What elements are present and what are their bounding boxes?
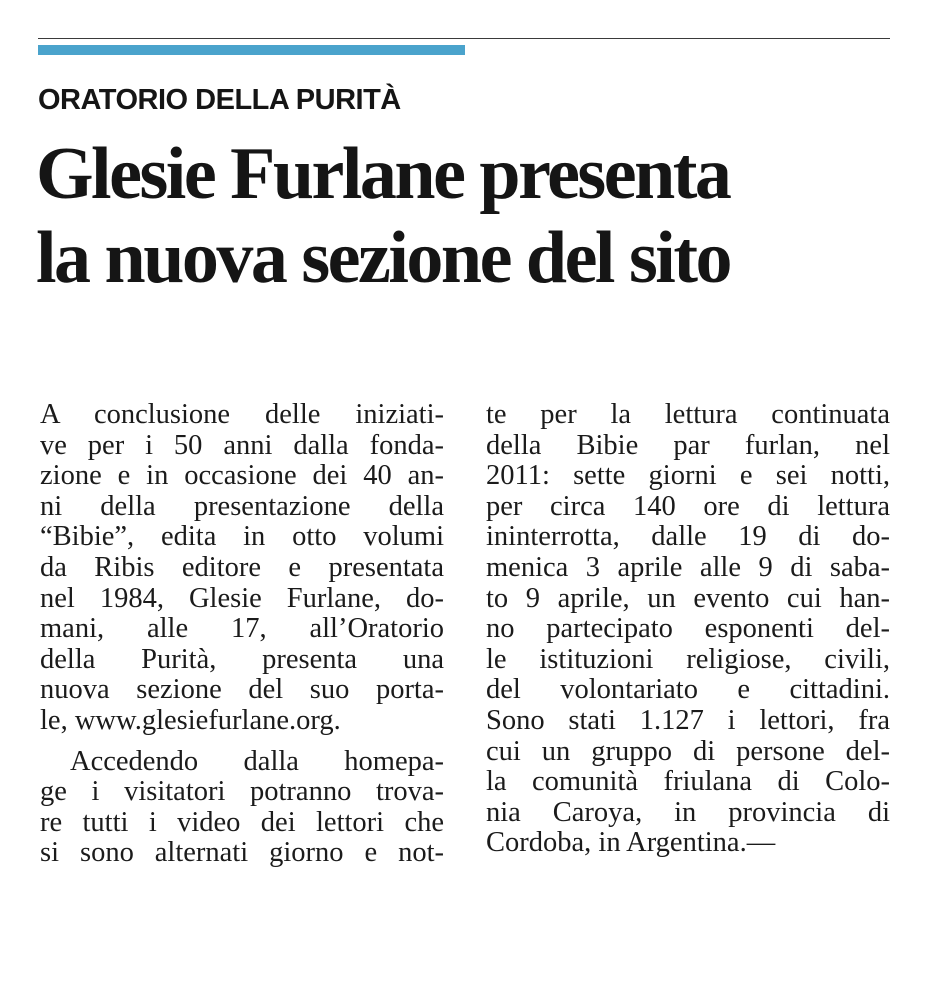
body-line: si sono alternati giorno e not- [40,838,444,869]
body-line: Sono stati 1.127 i lettori, fra [486,705,890,736]
paragraph-gap [40,737,444,747]
article-headline [36,132,916,300]
body-line: menica 3 aprile alle 9 di saba- [486,552,890,583]
section-accent-bar [38,45,465,55]
body-line: Accedendo dalla homepa- [70,746,444,777]
headline-line: Glesie Furlane presenta [36,133,730,215]
body-line: la comunità friulana di Colo- [486,767,890,798]
body-line: le, www.glesiefurlane.org. [40,705,341,736]
body-line: ge i visitatori potranno trova- [40,777,444,808]
body-line: ininterrotta, dalle 19 di do- [486,522,890,553]
body-line: per circa 140 ore di lettura [486,491,890,522]
body-line: del volontariato e cittadini. [486,675,890,706]
body-line: mani, alle 17, all’Oratorio [40,614,444,645]
body-line: ve per i 50 anni dalla fonda- [40,430,444,461]
body-line: da Ribis editore e presentata [40,552,444,583]
body-line: no partecipato esponenti del- [486,614,890,645]
body-line: della Purità, presenta una [40,644,444,675]
body-line: della Bibie par furlan, nel [486,430,890,461]
body-line: cui un gruppo di persone del- [486,736,890,767]
headline-line: la nuova sezione del sito [36,217,730,299]
body-line: Cordoba, in Argentina.— [486,828,776,859]
paragraph [40,400,444,737]
article-kicker: ORATORIO DELLA PURITÀ [38,84,401,116]
body-column-2 [486,400,890,859]
body-line: le istituzioni religiose, civili, [486,644,890,675]
body-column-1 [40,400,444,869]
body-line: ni della presentazione della [40,491,444,522]
body-line: 2011: sette giorni e sei notti, [486,461,890,492]
body-line: nuova sezione del suo porta- [40,675,444,706]
body-line: te per la lettura continuata [486,400,890,430]
body-line: nia Caroya, in provincia di [486,797,890,828]
body-line: zione e in occasione dei 40 an- [40,461,444,492]
body-line: “Bibie”, edita in otto volumi [40,522,444,553]
body-line: re tutti i video dei lettori che [40,807,444,838]
top-rule [38,38,890,39]
body-line: nel 1984, Glesie Furlane, do- [40,583,444,614]
body-line: A conclusione delle iniziati- [40,400,444,430]
paragraph [40,747,444,869]
body-line: to 9 aprile, un evento cui han- [486,583,890,614]
